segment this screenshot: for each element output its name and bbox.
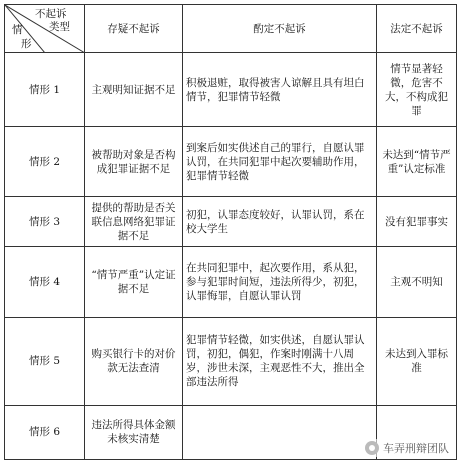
statutory-cell: 未达到“情节严重”认定标准	[377, 127, 457, 197]
doubt-cell: 提供的帮助是否关联信息网络犯罪证据不足	[85, 197, 183, 247]
statutory-cell: 主观不明知	[377, 247, 457, 317]
column-header-statutory: 法定不起诉	[377, 5, 457, 53]
header-row	[5, 5, 457, 53]
discretionary-cell: 积极退赃，取得被害人谅解且具有坦白情节，犯罪情节轻微	[183, 53, 377, 127]
discretionary-cell: 初犯，认罪态度较好，认罪认罚，系在校大学生	[183, 197, 377, 247]
doubt-cell: 主观明知证据不足	[85, 53, 183, 127]
corner-label-mid: 类型	[49, 21, 70, 33]
situation-cell: 情形 5	[5, 317, 85, 405]
discretionary-cell: 犯罪情节轻微，如实供述，自愿认罪认罚，初犯，偶犯，作案时刚满十八周岁，涉世未深，主观恶性不大，推出全部违法所得	[183, 317, 377, 405]
watermark	[363, 439, 451, 457]
table-row	[5, 247, 457, 317]
doubt-cell: 购买银行卡的对价款无法查清	[85, 317, 183, 405]
table-row	[5, 197, 457, 247]
column-header-doubt: 存疑不起诉	[85, 5, 183, 53]
situation-cell: 情形 4	[5, 247, 85, 317]
table-row	[5, 127, 457, 197]
discretionary-cell: 在共同犯罪中，起次要作用，系从犯，参与犯罪时间短，违法所得少，初犯，认罪悔罪，自愿认罪认罚	[183, 247, 377, 317]
non-prosecution-table-container	[4, 4, 456, 460]
doubt-cell: 被帮助对象是否构成犯罪证据不足	[85, 127, 183, 197]
statutory-cell: 情节显著轻微，危害不大，不构成犯罪	[377, 53, 457, 127]
column-header-discretionary: 酌定不起诉	[183, 5, 377, 53]
statutory-cell: 未达到入罪标准	[377, 317, 457, 405]
table-row	[5, 53, 457, 127]
situation-cell: 情形 3	[5, 197, 85, 247]
table-row	[5, 317, 457, 405]
corner-label-left-b: 形	[21, 38, 32, 50]
wechat-logo-icon	[365, 441, 379, 455]
situation-cell: 情形 1	[5, 53, 85, 127]
doubt-cell: “情节严重”认定证据不足	[85, 247, 183, 317]
corner-header-cell	[5, 5, 85, 53]
situation-cell: 情形 6	[5, 405, 85, 459]
corner-label-left-a: 情	[12, 24, 23, 36]
situation-cell: 情形 2	[5, 127, 85, 197]
corner-label-top: 不起诉	[35, 8, 67, 20]
statutory-cell: 没有犯罪事实	[377, 197, 457, 247]
watermark-text: 车弄刑辩团队	[383, 442, 449, 455]
non-prosecution-table	[4, 4, 457, 460]
discretionary-cell	[183, 405, 377, 459]
doubt-cell: 违法所得具体金额未核实清楚	[85, 405, 183, 459]
discretionary-cell: 到案后如实供述自己的罪行，自愿认罪认罚，在共同犯罪中起次要辅助作用，犯罪情节轻微	[183, 127, 377, 197]
